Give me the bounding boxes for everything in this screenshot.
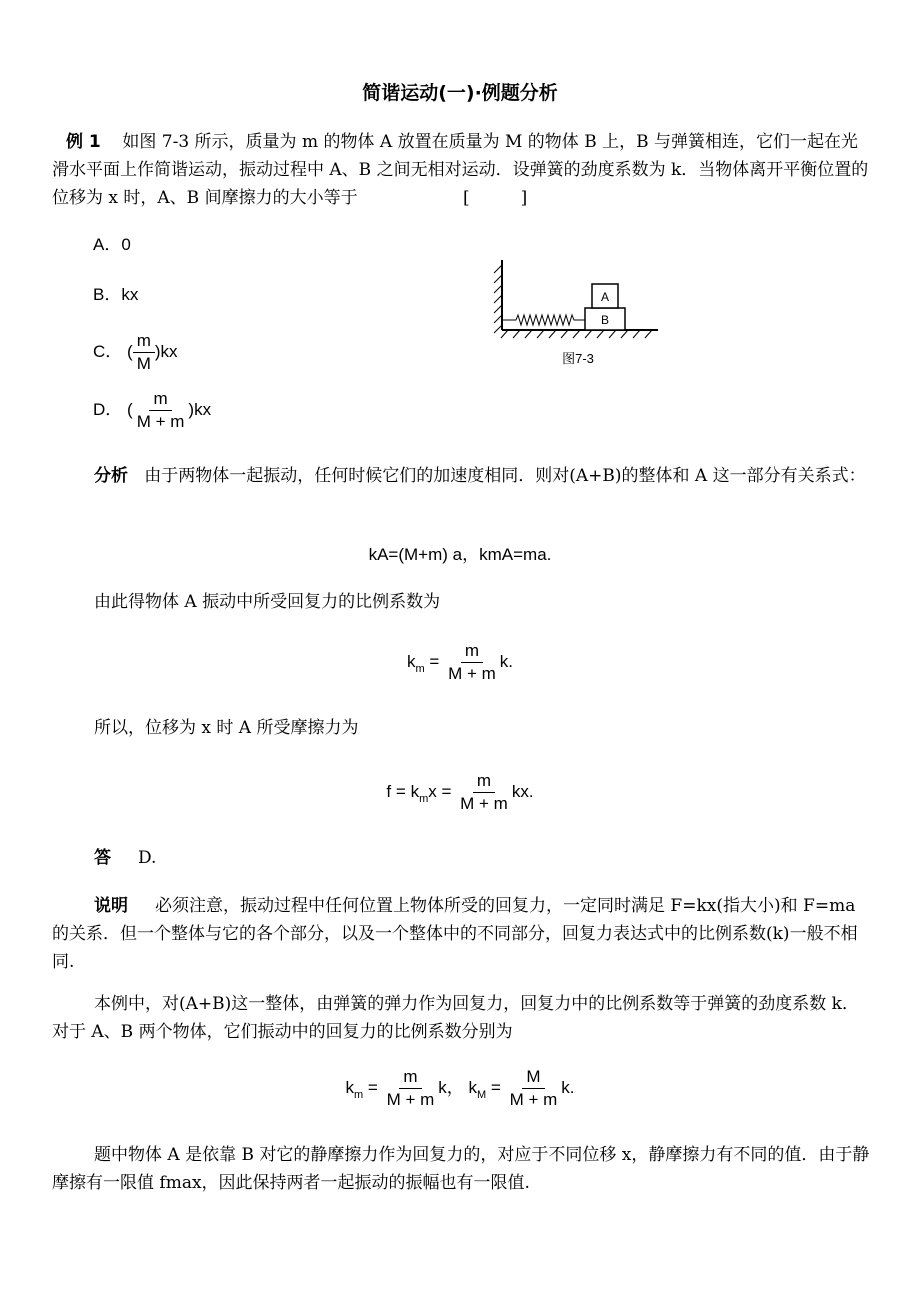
k-end: k. [499, 651, 513, 671]
k: k [345, 1077, 354, 1097]
example-text: 如图 7-3 所示，质量为 m 的物体 A 放置在质量为 M 的物体 B 上，B 与弹簧相连，它们一起在光滑水平面上作简谐运动，振动过程中 A、B 之间无相对运动．设弹簧的劲度系数为 k．当物体离开平衡位置的位移为 x 时，A、B 间摩擦力的大小等于 [52, 132, 869, 208]
example-label: 例 1 [66, 132, 101, 152]
equation-km-kM [0, 1066, 920, 1111]
page-title: 简谐运动(一)·例题分析 [362, 82, 558, 104]
sub-M: M [477, 1088, 487, 1101]
option-d-label: D． [93, 399, 123, 419]
spring [502, 315, 585, 325]
denominator: M + m [460, 794, 508, 813]
numerator: m [399, 1066, 421, 1089]
option-d [93, 388, 211, 433]
k: k [468, 1077, 477, 1097]
numerator: m [461, 640, 483, 663]
equation-1: kA=(M+m) a，kmA=ma. [368, 545, 552, 564]
analysis-label: 分析 [94, 466, 128, 486]
answer-paragraph [52, 844, 872, 872]
option-c-label: C． [93, 341, 123, 361]
fraction [383, 1066, 439, 1111]
k-comma: k， [438, 1077, 464, 1097]
answer-label: 答 [94, 848, 111, 868]
denominator: M [136, 354, 151, 373]
fraction [456, 770, 512, 815]
answer-value: D. [138, 848, 157, 868]
sub-m: m [353, 1088, 364, 1101]
k: k [406, 651, 416, 671]
numerator: m [473, 770, 495, 793]
block-a-label: A [600, 290, 610, 304]
numerator: m [149, 388, 171, 411]
sub-m: m [415, 662, 425, 675]
paren: ) [154, 341, 161, 361]
sub-m: m [419, 792, 429, 805]
note-text-3: 题中物体 A 是依靠 B 对它的静摩擦力作为回复力的，对应于不同位移 x，静摩擦力有不同的值．由于静摩擦有一限值 fmax，因此保持两者一起振动的振幅也有一限值. [52, 1145, 870, 1193]
example-paragraph [52, 128, 872, 212]
analysis-paragraph [52, 462, 872, 490]
option-c [93, 330, 178, 375]
option-b: B．kx [93, 285, 139, 304]
numerator: m [133, 330, 155, 353]
note-text: 必须注意，振动过程中任何位置上物体所受的回复力，一定同时满足 F=kx(指大小)和 F=ma 的关系．但一个整体与它的各个部分，以及一个整体中的不同部分，回复力表达式中的比例系数(k)一般不相同. [52, 896, 858, 972]
f: f [386, 781, 392, 801]
analysis-text-2: 由此得物体 A 振动中所受回复力的比例系数为 [94, 592, 441, 612]
paren: ( [127, 341, 133, 361]
note-text-2: 本例中，对(A+B)这一整体，由弹簧的弹力作为回复力，回复力中的比例系数等于弹簧的劲度系数 k．对于 A、B 两个物体，它们振动中的回复力的比例系数分别为 [52, 994, 859, 1042]
note-label: 说明 [94, 896, 128, 916]
paren: ) [188, 399, 195, 419]
fraction-m-over-Mm [133, 388, 189, 433]
kx: kx [160, 341, 178, 361]
fraction-m-over-M [133, 330, 155, 375]
figure-spring-blocks [488, 255, 668, 375]
analysis-text-3: 所以，位移为 x 时 A 所受摩擦力为 [94, 718, 359, 738]
equals: = [395, 781, 406, 801]
numerator: M [522, 1066, 544, 1089]
denominator: M + m [448, 664, 496, 683]
wall-hatch [494, 265, 502, 333]
fraction [444, 640, 500, 685]
equals: = [429, 651, 440, 671]
paren: ( [127, 399, 133, 419]
kx: kx [194, 399, 212, 419]
equation-km [0, 640, 920, 685]
option-a: A．0 [93, 235, 131, 254]
analysis-text: 由于两物体一起振动，任何时候它们的加速度相同．则对(A+B)的整体和 A 这一部分有关系式： [144, 466, 866, 486]
equals: = [367, 1077, 378, 1097]
note-paragraph [52, 892, 872, 976]
denominator: M + m [509, 1090, 558, 1109]
floor-hatch [501, 330, 652, 338]
block-b-label: B [600, 313, 610, 327]
figure-caption: 图7-3 [562, 351, 594, 366]
fraction [506, 1066, 562, 1111]
equals: = [441, 781, 452, 801]
x: x [428, 781, 437, 801]
k-end: k. [561, 1077, 575, 1097]
k: k [410, 781, 420, 801]
denominator: M + m [136, 412, 185, 431]
equation-f [0, 770, 920, 815]
answer-bracket: [ ] [462, 188, 528, 208]
kx-end: kx. [511, 781, 534, 801]
denominator: M + m [386, 1090, 435, 1109]
equals: = [490, 1077, 501, 1097]
